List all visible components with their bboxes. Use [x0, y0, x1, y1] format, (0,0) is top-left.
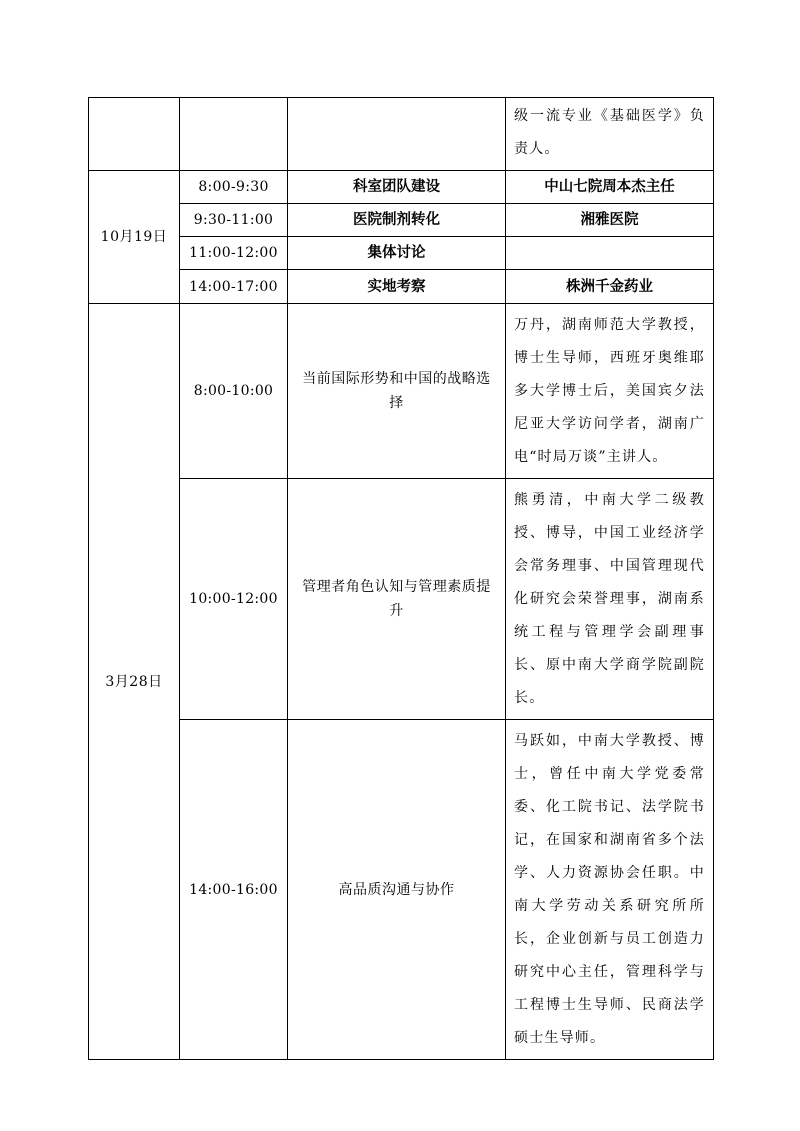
- time-cell: 14:00-17:00: [180, 270, 288, 304]
- speaker-cell: 中山七院周本杰主任: [506, 171, 714, 204]
- speaker-cell: 级一流专业《基础医学》负责人。: [506, 98, 714, 171]
- table-row: [89, 720, 714, 1060]
- topic-cell: 管理者角色认知与管理素质提升: [288, 479, 506, 720]
- speaker-cell: 万丹，湖南师范大学教授，博士生导师，西班牙奥维耶多大学博士后，美国宾夕法尼亚大学访问学者，湖南广电“时局万谈”主讲人。: [506, 304, 714, 479]
- schedule-table: [88, 97, 714, 1060]
- table-row: [89, 204, 714, 237]
- date-cell: [89, 98, 180, 171]
- topic-cell: 医院制剂转化: [288, 204, 506, 237]
- speaker-cell: 株洲千金药业: [506, 270, 714, 304]
- time-cell: [180, 98, 288, 171]
- speaker-cell: [506, 237, 714, 270]
- table-row: [89, 237, 714, 270]
- date-cell: 10月19日: [89, 171, 180, 304]
- speaker-cell: 马跃如，中南大学教授、博士，曾任中南大学党委常委、化工院书记、法学院书记，在国家和湖南省多个法学、人力资源协会任职。中南大学劳动关系研究所所长，企业创新与员工创造力研究中心主任，管理科学与工程博士生导师、民商法学硕士生导师。: [506, 720, 714, 1060]
- time-cell: 9:30-11:00: [180, 204, 288, 237]
- topic-cell: [288, 98, 506, 171]
- time-cell: 14:00-16:00: [180, 720, 288, 1060]
- time-cell: 10:00-12:00: [180, 479, 288, 720]
- table-row: [89, 171, 714, 204]
- table-row: [89, 98, 714, 171]
- date-cell: 3月28日: [89, 304, 180, 1060]
- topic-cell: 科室团队建设: [288, 171, 506, 204]
- speaker-cell: 湘雅医院: [506, 204, 714, 237]
- time-cell: 8:00-9:30: [180, 171, 288, 204]
- table-row: [89, 304, 714, 479]
- topic-cell: 实地考察: [288, 270, 506, 304]
- topic-cell: 当前国际形势和中国的战略选择: [288, 304, 506, 479]
- topic-cell: 集体讨论: [288, 237, 506, 270]
- speaker-cell: 熊勇清，中南大学二级教授、博导，中国工业经济学会常务理事、中国管理现代化研究会荣誉理事，湖南系统工程与管理学会副理事长、原中南大学商学院副院长。: [506, 479, 714, 720]
- time-cell: 11:00-12:00: [180, 237, 288, 270]
- time-cell: 8:00-10:00: [180, 304, 288, 479]
- table-row: [89, 270, 714, 304]
- table-row: [89, 479, 714, 720]
- topic-cell: 高品质沟通与协作: [288, 720, 506, 1060]
